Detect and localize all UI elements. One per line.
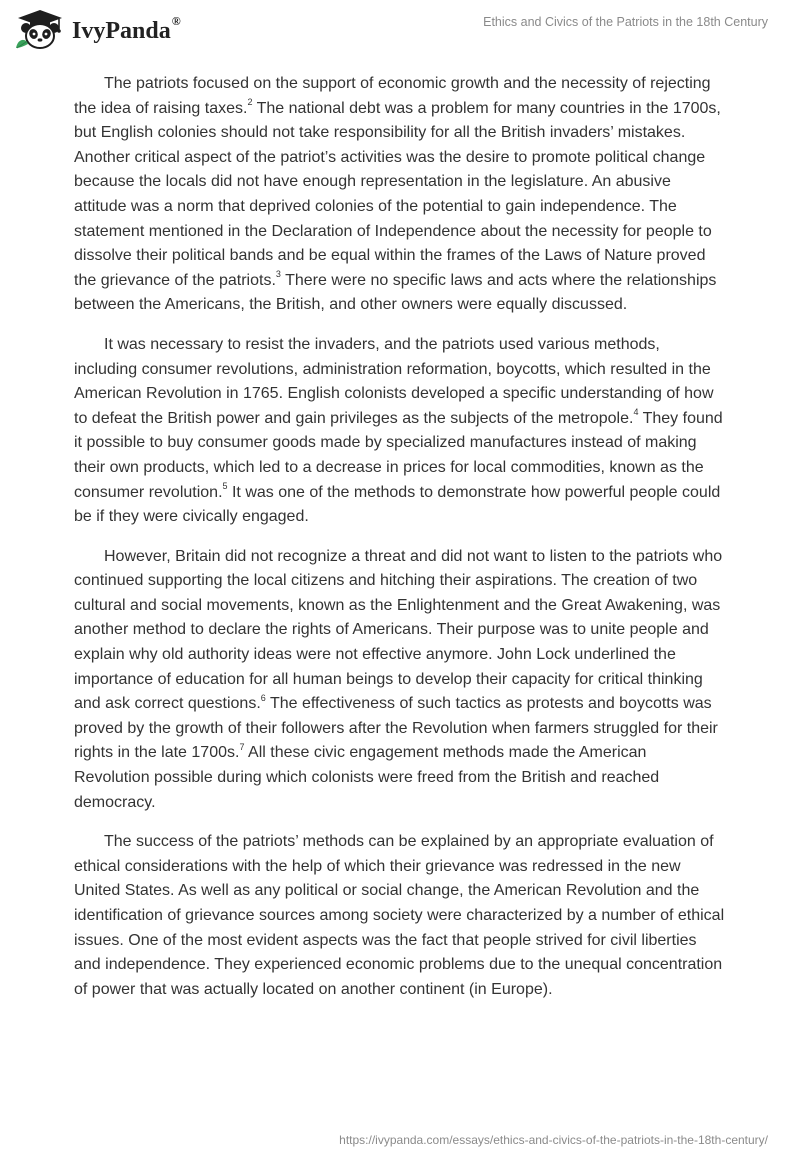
- source-url[interactable]: https://ivypanda.com/essays/ethics-and-civics-of-the-patriots-in-the-18th-century/: [339, 1133, 768, 1147]
- footnote-reference[interactable]: 5: [222, 481, 228, 492]
- body-paragraph: [74, 545, 726, 816]
- body-paragraph: [74, 830, 726, 1002]
- paragraph-text: There were no specific laws and acts where the relationships between the Americans, the British, and other owners were equally discussed.: [74, 271, 717, 314]
- body-paragraph: [74, 333, 726, 530]
- footnote-reference[interactable]: 2: [247, 97, 253, 108]
- registered-mark: ®: [171, 13, 181, 28]
- paragraph-text: It was one of the methods to demonstrate how powerful people could be if they were civically engaged.: [74, 483, 721, 526]
- paragraph-text: The national debt was a problem for many countries in the 1700s, but English colonies should not take responsibility for all the British invaders’ mistakes. Another critical aspect of the patriot’s activities was the desire to promote political change because the locals did not have enough representation in the legislature. An abusive attitude was a norm that deprived colonies of the potential to gain independence. The statement mentioned in the Declaration of Independence about the necessity for people to dissolve their political bands and be equal within the frames of the Laws of Nature proved the grievance of the patriots.: [74, 99, 721, 289]
- paragraph-text: All these civic engagement methods made the American Revolution possible during which colonists were freed from the British and reached democracy.: [74, 744, 660, 811]
- paragraph-text: It was necessary to resist the invaders, and the patriots used various methods, including consumer revolutions, administration reformation, boycotts, which resulted in the American Revolution in 1765. English colonists developed a specific understanding of how to defeat the British power and gain privileges as the subjects of the metropole.: [74, 335, 714, 427]
- footnote-reference[interactable]: 4: [633, 407, 639, 418]
- footnote-reference[interactable]: 3: [275, 269, 281, 280]
- paragraph-text: The patriots focused on the support of economic growth and the necessity of rejecting the idea of raising taxes.: [74, 75, 711, 117]
- paragraph-text: They found it possible to buy consumer goods made by specialized manufactures instead of making their own products, which led to a decrease in prices for local commodities, known as the consumer revolution.: [74, 409, 723, 501]
- panda-mascot-icon: [14, 8, 66, 50]
- brand-name: IvyPanda®: [72, 13, 181, 44]
- footnote-reference[interactable]: 7: [239, 742, 245, 753]
- paragraph-text: The effectiveness of such tactics as protests and boycotts was proved by the growth of their followers after the Revolution when farmers struggled for their rights in the late 1700s.: [74, 695, 718, 762]
- essay-body: [74, 72, 726, 1017]
- body-paragraph: [74, 72, 726, 318]
- ivypanda-logo[interactable]: [14, 8, 181, 50]
- footnote-reference[interactable]: 6: [260, 692, 266, 703]
- paragraph-text: However, Britain did not recognize a threat and did not want to listen to the patriots who continued supporting the local citizens and hitching their aspirations. The creation of two cultural and social movements, known as the Enlightenment and the Great Awakening, was another method to declare the rights of Americans. Their purpose was to unite people and explain why old authority ideas were not effective anymore. John Lock underlined the importance of education for all human beings to develop their capacity for critical thinking and ask correct questions.: [74, 547, 723, 713]
- paragraph-text: The success of the patriots’ methods can be explained by an appropriate evaluation of ethical considerations with the help of which their grievance was redressed in the new United States. As well as any political or social change, the American Revolution and the identification of grievance sources among society were characterized by a number of ethical issues. One of the most evident aspects was the fact that people strived for civil liberties and independence. They experienced economic problems due to the unequal concentration of power that was actually located on another continent (in Europe).: [74, 833, 725, 998]
- document-title: Ethics and Civics of the Patriots in the 18th Century: [483, 15, 768, 29]
- page-header: [0, 0, 800, 60]
